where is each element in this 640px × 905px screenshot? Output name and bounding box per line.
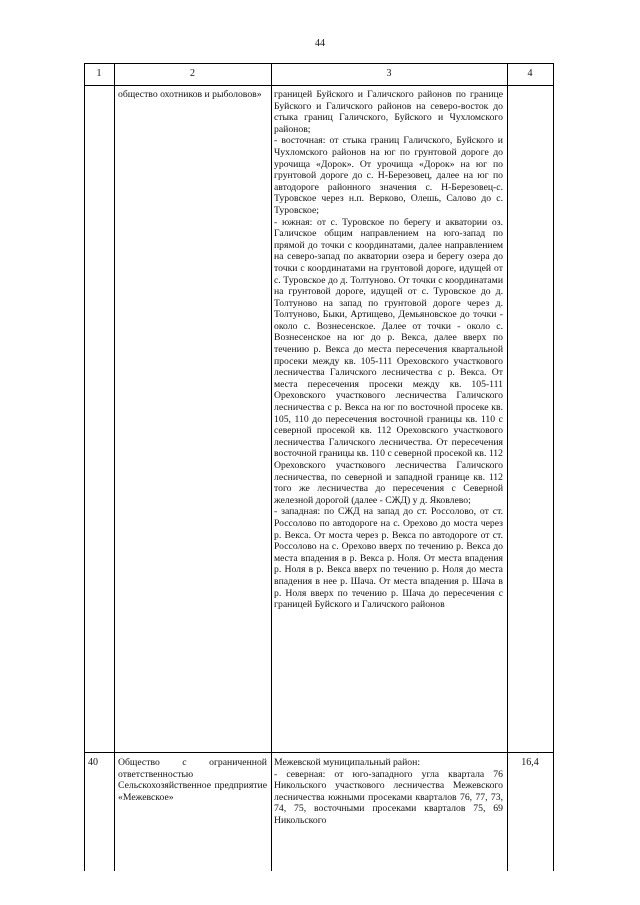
col-rule-4: [553, 63, 554, 871]
row-1-name: общество охотников и рыболовов»: [118, 89, 262, 100]
row-2-number: 40: [88, 757, 98, 768]
header-col-2: 2: [190, 68, 195, 79]
col-rule-2: [271, 63, 272, 871]
row-2-description-para: Межевской муниципальный район:: [274, 757, 421, 768]
col-rule-3: [507, 63, 508, 871]
header-col-3: 3: [386, 68, 392, 79]
row-1-description-para: - южная: от с. Туровское по берегу и акватории оз. Галичское общим направлением на юго-запад по прямой до точки с координатами, далее направлением на северо-запад по акватории озера и берегу озера до точки с координатами на грунтовой дороге, идущей от с. Туровское до д. Толтуново. От точки с координатами на грунтовой дороге, идущей от с. Туровское до д. Толтуново на запад по грунтовой дороге через д. Толтуново, Быки, Артищево, Демьяновское до точки - около с. Вознесенское. Далее от точки - около с. Вознесенское на юг до р. Векса, далее вверх по течению р. Векса до места пересечения квартальной просеки между кв. 105-111 Ореховского участкового лесничества Галичского лесничества с р. Векса. От места пересечения просеки между кв. 105-111 Ореховского участкового лесничества Галичского лесничества с р. Векса на юг по восточной просеке кв. 105, 110 до пересечения восточной границы кв. 110 с северной просекой кв. 112 Ореховского участкового лесничества Галичского лесничества. От пересечения восточной границы кв. 110 с северной просекой кв. 112 Ореховского участкового лесничества Галичского лесничества, по северной и западной границе кв. 112 того же лесничества до пересечения с Северной железной дорогой (далее - СЖД) у д. Яковлево;: [274, 216, 503, 506]
header-col-4: 4: [527, 68, 533, 79]
header-rule: [84, 85, 554, 86]
row-1-description: [274, 89, 503, 611]
header-col-1: 1: [96, 68, 102, 79]
row-2-description: [274, 757, 503, 827]
row-1-description-para: границей Буйского и Галичского районов по границе Буйского и Галичского районов на северо-восток до стыка границ Галичского, Буйского и Чухломского районов;: [274, 89, 503, 135]
page-number: 44: [315, 38, 325, 49]
row-rule: [84, 752, 554, 753]
row-1-description-para: - западная: по СЖД на запад до ст. Россолово, от ст. Россолово по автодороге на с. Орехово до моста через р. Векса. От моста через р. Векса по автодороге от ст. Россолово на с. Орехово вверх по течению р. Векса до места впадения в р. Векса р. Ноля. От места впадения р. Ноля в р. Векса вверх по течению р. Ноля до места впадения в нее р. Шача. От места впадения р. Шача в р. Ноля вверх по течению р. Шача до пересечения с границей Буйского и Галичского районов: [274, 506, 503, 611]
table: [84, 63, 554, 871]
row-2-name: Общество с ограниченной ответственностью Сельскохозяйственное предприятие «Межевское»: [118, 757, 267, 803]
row-1-description-para: - восточная: от стыка границ Галичского, Буйского и Чухломского районов на юг по грунтовой дороге до урочища «Дорок». От урочища «Дорок» на юг по грунтовой дороге до с. Н-Березовец, далее на юг по автодороге районного значения с. Н-Березовец-с. Туровское через н.п. Верково, Олешь, Салово до с. Туровское;: [274, 135, 503, 216]
row-2-area: 16,4: [521, 757, 539, 768]
row-2-description-para: - северная: от юго-западного угла квартала 76 Никольского участкового лесничества Межевского лесничества южными просеками кварталов 76, 77, 73, 74, 75, восточными просеками кварталов 75, 69 Никольского: [274, 768, 503, 826]
col-rule-0: [84, 63, 85, 871]
col-rule-1: [114, 63, 115, 871]
